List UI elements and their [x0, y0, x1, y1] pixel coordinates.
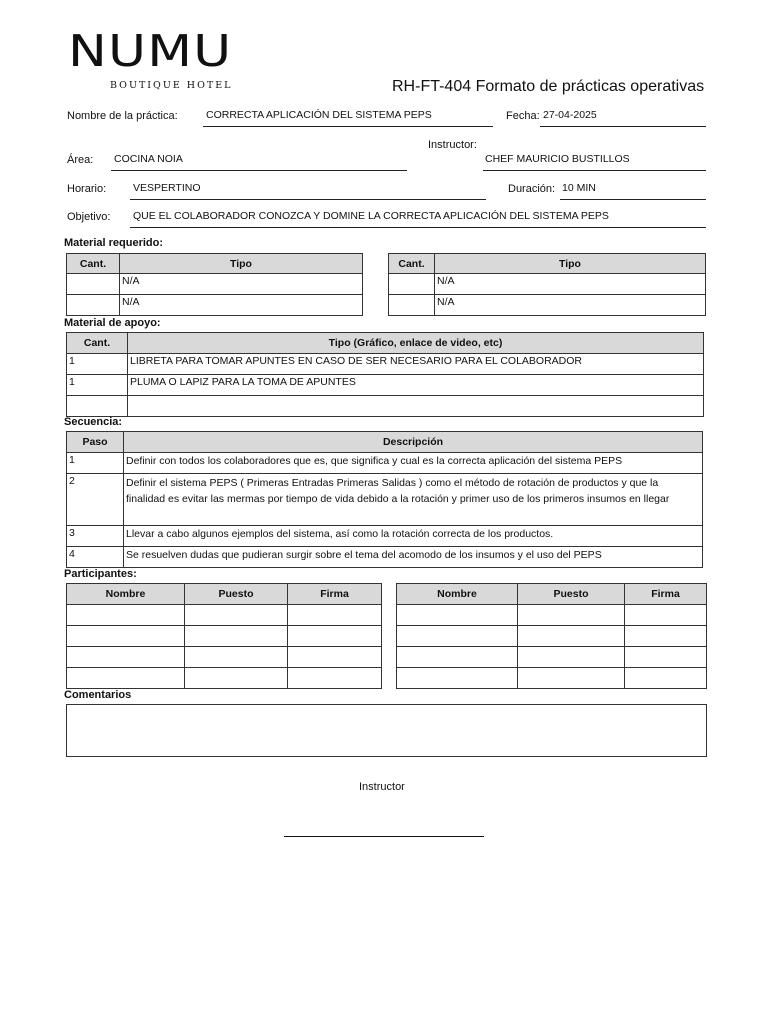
- sign-cell[interactable]: [288, 668, 382, 689]
- practice-label: Nombre de la práctica:: [67, 110, 178, 122]
- role-cell[interactable]: [518, 626, 625, 647]
- table-row: [389, 274, 706, 295]
- table-row: [67, 547, 703, 568]
- table-row: [67, 375, 704, 396]
- col-qty-header: Cant.: [67, 254, 120, 274]
- secuencia-table: [66, 431, 703, 568]
- name-cell[interactable]: [67, 647, 185, 668]
- type-cell[interactable]: N/A: [435, 295, 706, 316]
- qty-cell[interactable]: 1: [67, 354, 128, 375]
- table-row: [67, 526, 703, 547]
- name-cell[interactable]: [67, 605, 185, 626]
- material-apoyo-table: [66, 332, 704, 417]
- col-role-header: Puesto: [518, 584, 625, 605]
- objective-field[interactable]: QUE EL COLABORADOR CONOZCA Y DOMINE LA CORRECTA APLICACIÓN DEL SISTEMA PEPS: [130, 210, 706, 228]
- duration-label: Duración:: [508, 183, 556, 195]
- role-cell[interactable]: [185, 668, 288, 689]
- signature-line[interactable]: [284, 836, 484, 837]
- role-cell[interactable]: [185, 626, 288, 647]
- sign-cell[interactable]: [625, 647, 707, 668]
- comments-field[interactable]: [66, 704, 707, 757]
- material-requerido-table-right: [388, 253, 706, 316]
- table-row: [67, 668, 382, 689]
- col-role-header: Puesto: [185, 584, 288, 605]
- table-row: [67, 354, 704, 375]
- role-cell[interactable]: [185, 605, 288, 626]
- qty-cell[interactable]: 1: [67, 375, 128, 396]
- col-sign-header: Firma: [288, 584, 382, 605]
- qty-cell[interactable]: [67, 396, 128, 417]
- type-cell[interactable]: N/A: [435, 274, 706, 295]
- sign-cell[interactable]: [288, 647, 382, 668]
- document-title: RH-FT-404 Formato de prácticas operativas: [392, 78, 705, 95]
- desc-cell[interactable]: Se resuelven dudas que pudieran surgir sobre el tema del acomodo de los insumos y el uso del PEPS: [124, 547, 703, 568]
- type-cell[interactable]: LIBRETA PARA TOMAR APUNTES EN CASO DE SER NECESARIO PARA EL COLABORADOR: [128, 354, 704, 375]
- table-row: [389, 295, 706, 316]
- name-cell[interactable]: [397, 668, 518, 689]
- table-row: [397, 626, 707, 647]
- type-cell[interactable]: PLUMA O LAPIZ PARA LA TOMA DE APUNTES: [128, 375, 704, 396]
- qty-cell[interactable]: [67, 295, 120, 316]
- sign-cell[interactable]: [625, 605, 707, 626]
- col-type-header: Tipo: [435, 254, 706, 274]
- step-cell[interactable]: 3: [67, 526, 124, 547]
- table-row: [67, 474, 703, 526]
- duration-field[interactable]: 10 MIN: [560, 182, 706, 200]
- step-cell[interactable]: 4: [67, 547, 124, 568]
- table-row: [67, 453, 703, 474]
- participantes-table-left: [66, 583, 382, 689]
- comentarios-heading: Comentarios: [64, 689, 132, 701]
- type-cell[interactable]: N/A: [120, 274, 363, 295]
- name-cell[interactable]: [397, 647, 518, 668]
- table-row: [67, 274, 363, 295]
- signature-label: Instructor: [359, 781, 405, 793]
- participantes-heading: Participantes:: [64, 568, 137, 580]
- col-qty-header: Cant.: [389, 254, 435, 274]
- type-cell[interactable]: N/A: [120, 295, 363, 316]
- col-type-header: Tipo (Gráfico, enlace de video, etc): [128, 333, 704, 354]
- brand-tagline: BOUTIQUE HOTEL: [110, 80, 233, 91]
- col-step-header: Paso: [67, 432, 124, 453]
- date-label: Fecha:: [506, 110, 540, 122]
- col-name-header: Nombre: [397, 584, 518, 605]
- desc-cell[interactable]: Definir el sistema PEPS ( Primeras Entradas Primeras Salidas ) como el método de rotación de productos y que la finalidad es evitar las mermas por tiempo de vida debido a la rotación y primer uso de los primeros insumos en llegar: [124, 474, 703, 526]
- type-cell[interactable]: [128, 396, 704, 417]
- table-row: [397, 605, 707, 626]
- col-desc-header: Descripción: [124, 432, 703, 453]
- instructor-label: Instructor:: [428, 139, 477, 151]
- sign-cell[interactable]: [288, 626, 382, 647]
- table-row: [397, 668, 707, 689]
- secuencia-heading: Secuencia:: [64, 416, 123, 428]
- date-field[interactable]: 27-04-2025: [540, 109, 706, 127]
- schedule-label: Horario:: [67, 183, 107, 195]
- objective-label: Objetivo:: [67, 211, 111, 223]
- name-cell[interactable]: [397, 605, 518, 626]
- step-cell[interactable]: 1: [67, 453, 124, 474]
- table-row: [67, 647, 382, 668]
- material-requerido-heading: Material requerido:: [64, 237, 164, 249]
- table-row: [67, 295, 363, 316]
- table-row: [67, 396, 704, 417]
- area-field[interactable]: COCINA NOIA: [111, 153, 407, 171]
- role-cell[interactable]: [518, 668, 625, 689]
- practice-field[interactable]: CORRECTA APLICACIÓN DEL SISTEMA PEPS: [203, 109, 493, 127]
- table-row: [67, 605, 382, 626]
- qty-cell[interactable]: [389, 274, 435, 295]
- name-cell[interactable]: [397, 626, 518, 647]
- name-cell[interactable]: [67, 668, 185, 689]
- material-requerido-table-left: [66, 253, 363, 316]
- qty-cell[interactable]: [389, 295, 435, 316]
- area-label: Área:: [67, 154, 94, 166]
- table-row: [397, 647, 707, 668]
- sign-cell[interactable]: [625, 668, 707, 689]
- role-cell[interactable]: [185, 647, 288, 668]
- brand-logo: NUMU: [68, 26, 233, 77]
- qty-cell[interactable]: [67, 274, 120, 295]
- step-cell[interactable]: 2: [67, 474, 124, 526]
- col-sign-header: Firma: [625, 584, 707, 605]
- col-qty-header: Cant.: [67, 333, 128, 354]
- instructor-field[interactable]: CHEF MAURICIO BUSTILLOS: [483, 153, 706, 171]
- col-type-header: Tipo: [120, 254, 363, 274]
- role-cell[interactable]: [518, 647, 625, 668]
- name-cell[interactable]: [67, 626, 185, 647]
- desc-cell[interactable]: Llevar a cabo algunos ejemplos del sistema, así como la rotación correcta de los productos.: [124, 526, 703, 547]
- sign-cell[interactable]: [625, 626, 707, 647]
- schedule-field[interactable]: VESPERTINO: [130, 182, 486, 200]
- col-name-header: Nombre: [67, 584, 185, 605]
- sign-cell[interactable]: [288, 605, 382, 626]
- role-cell[interactable]: [518, 605, 625, 626]
- table-row: [67, 626, 382, 647]
- material-apoyo-heading: Material de apoyo:: [64, 317, 161, 329]
- desc-cell[interactable]: Definir con todos los colaboradores que es, que significa y cual es la correcta aplicación del sistema PEPS: [124, 453, 703, 474]
- participantes-table-right: [396, 583, 707, 689]
